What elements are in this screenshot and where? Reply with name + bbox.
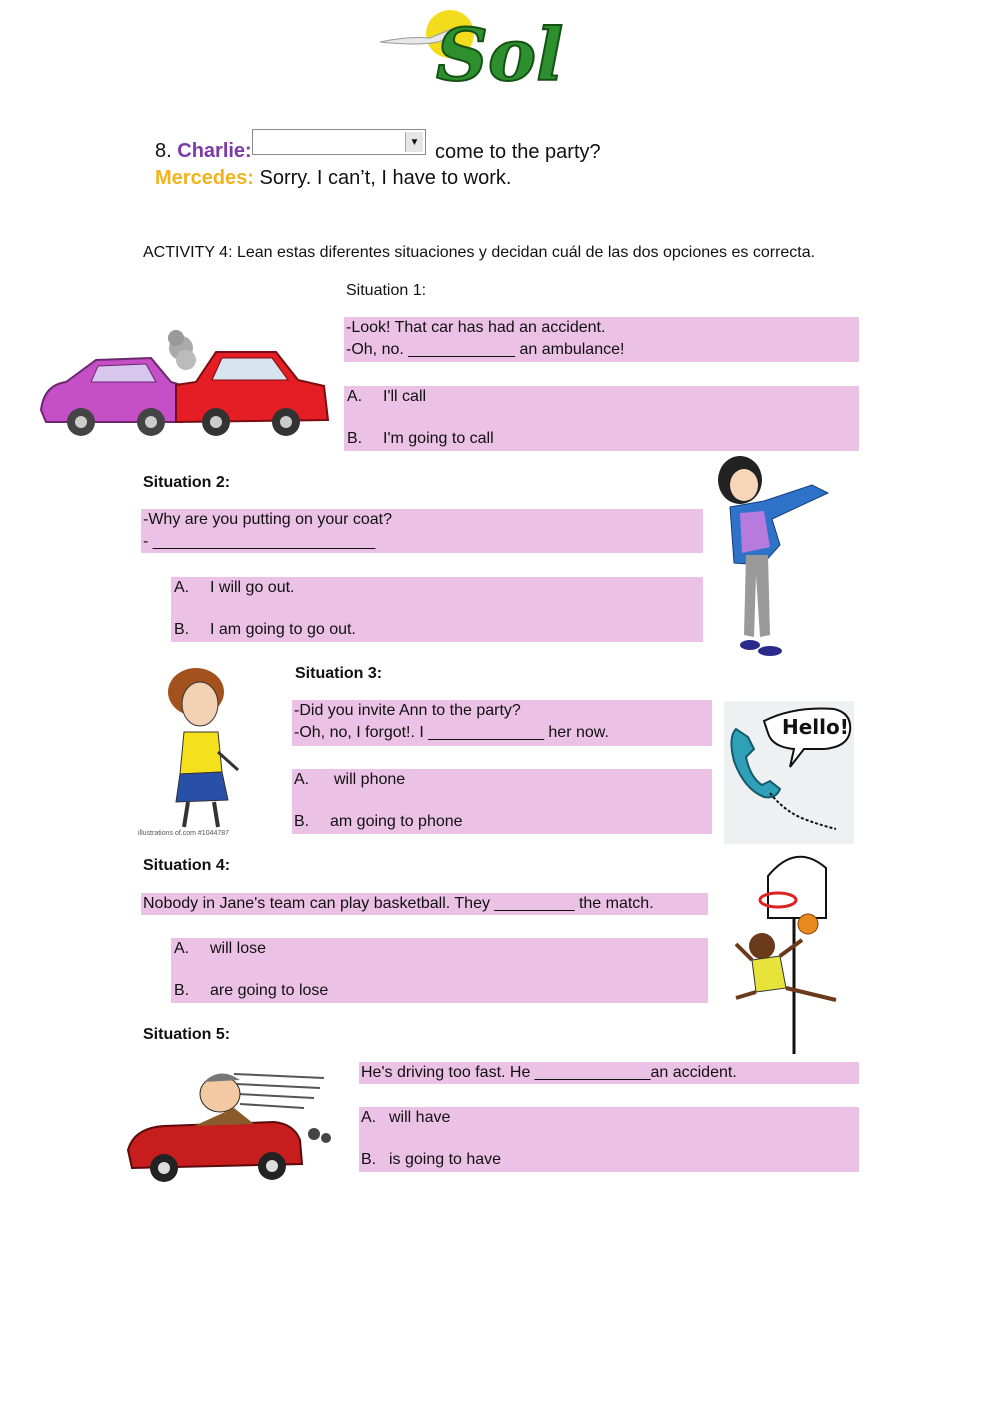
dialog-line: He's driving too fast. He _____________an accident. xyxy=(361,1064,737,1081)
option-b[interactable]: B. am going to phone xyxy=(294,813,463,830)
situation-3-options xyxy=(292,769,712,834)
situation-4-title: Situation 4: xyxy=(143,857,231,874)
situation-2-title: Situation 2: xyxy=(143,474,231,491)
q8-line1 xyxy=(155,138,252,164)
dialog-line: -Oh, no. ____________ an ambulance! xyxy=(346,341,625,358)
woman-forgot-illustration xyxy=(138,662,262,842)
option-b[interactable]: B. I'm going to call xyxy=(347,430,494,447)
situation-5-dialog xyxy=(359,1062,859,1084)
situation-1-options xyxy=(344,386,859,451)
speaker-charlie: Charlie: xyxy=(177,140,252,162)
illustration-credit: illustrations of.com #1044787 xyxy=(138,830,230,837)
option-a[interactable]: A. I'll call xyxy=(347,388,427,405)
option-b[interactable]: B. I am going to go out. xyxy=(174,621,356,638)
speaker-mercedes: Mercedes: xyxy=(155,167,254,189)
option-a[interactable]: A. will have xyxy=(361,1109,451,1126)
situation-1-dialog xyxy=(344,317,859,362)
phone-illustration xyxy=(724,701,854,844)
phone-bubble-text: Hello! xyxy=(782,715,849,739)
situation-5-title: Situation 5: xyxy=(143,1026,231,1043)
situation-3-title: Situation 3: xyxy=(295,665,383,682)
car-crash-illustration xyxy=(36,330,332,445)
dialog-line: Nobody in Jane's team can play basketball. They _________ the match. xyxy=(143,895,654,912)
sol-logo xyxy=(378,2,578,94)
q8-after-text: come to the party? xyxy=(435,141,601,163)
option-a[interactable]: A. will lose xyxy=(174,940,267,957)
dialog-line: - _________________________ xyxy=(143,533,376,550)
answer-select[interactable] xyxy=(252,129,426,155)
activity4-instruction: ACTIVITY 4: Lean estas diferentes situaciones y decidan cuál de las dos opciones es correcta. xyxy=(143,244,816,261)
q8-number: 8. xyxy=(155,140,172,162)
option-a[interactable]: A. I will go out. xyxy=(174,579,295,596)
situation-2-dialog xyxy=(141,509,703,553)
dialog-line: -Oh, no, I forgot!. I _____________ her now. xyxy=(294,724,609,741)
situation-4-dialog xyxy=(141,893,708,915)
basketball-illustration xyxy=(716,848,856,1056)
chevron-down-icon[interactable]: ▼ xyxy=(405,132,423,152)
option-b[interactable]: B. are going to lose xyxy=(174,982,329,999)
mercedes-reply: Sorry. I can’t, I have to work. xyxy=(259,167,512,189)
girl-coat-illustration xyxy=(712,455,834,660)
situation-4-options xyxy=(171,938,708,1003)
logo-text: Sol xyxy=(436,12,564,94)
dialog-line: -Look! That car has had an accident. xyxy=(346,319,606,336)
dialog-line: -Why are you putting on your coat? xyxy=(143,511,393,528)
situation-1-title: Situation 1: xyxy=(346,282,427,299)
option-b[interactable]: B. is going to have xyxy=(361,1151,502,1168)
situation-2-options xyxy=(171,577,703,642)
speeding-car-illustration xyxy=(124,1064,334,1190)
dialog-line: -Did you invite Ann to the party? xyxy=(294,702,521,719)
situation-3-dialog xyxy=(292,700,712,746)
option-a[interactable]: A. will phone xyxy=(294,771,406,788)
situation-5-options xyxy=(359,1107,859,1172)
q8-line2 xyxy=(155,165,511,191)
